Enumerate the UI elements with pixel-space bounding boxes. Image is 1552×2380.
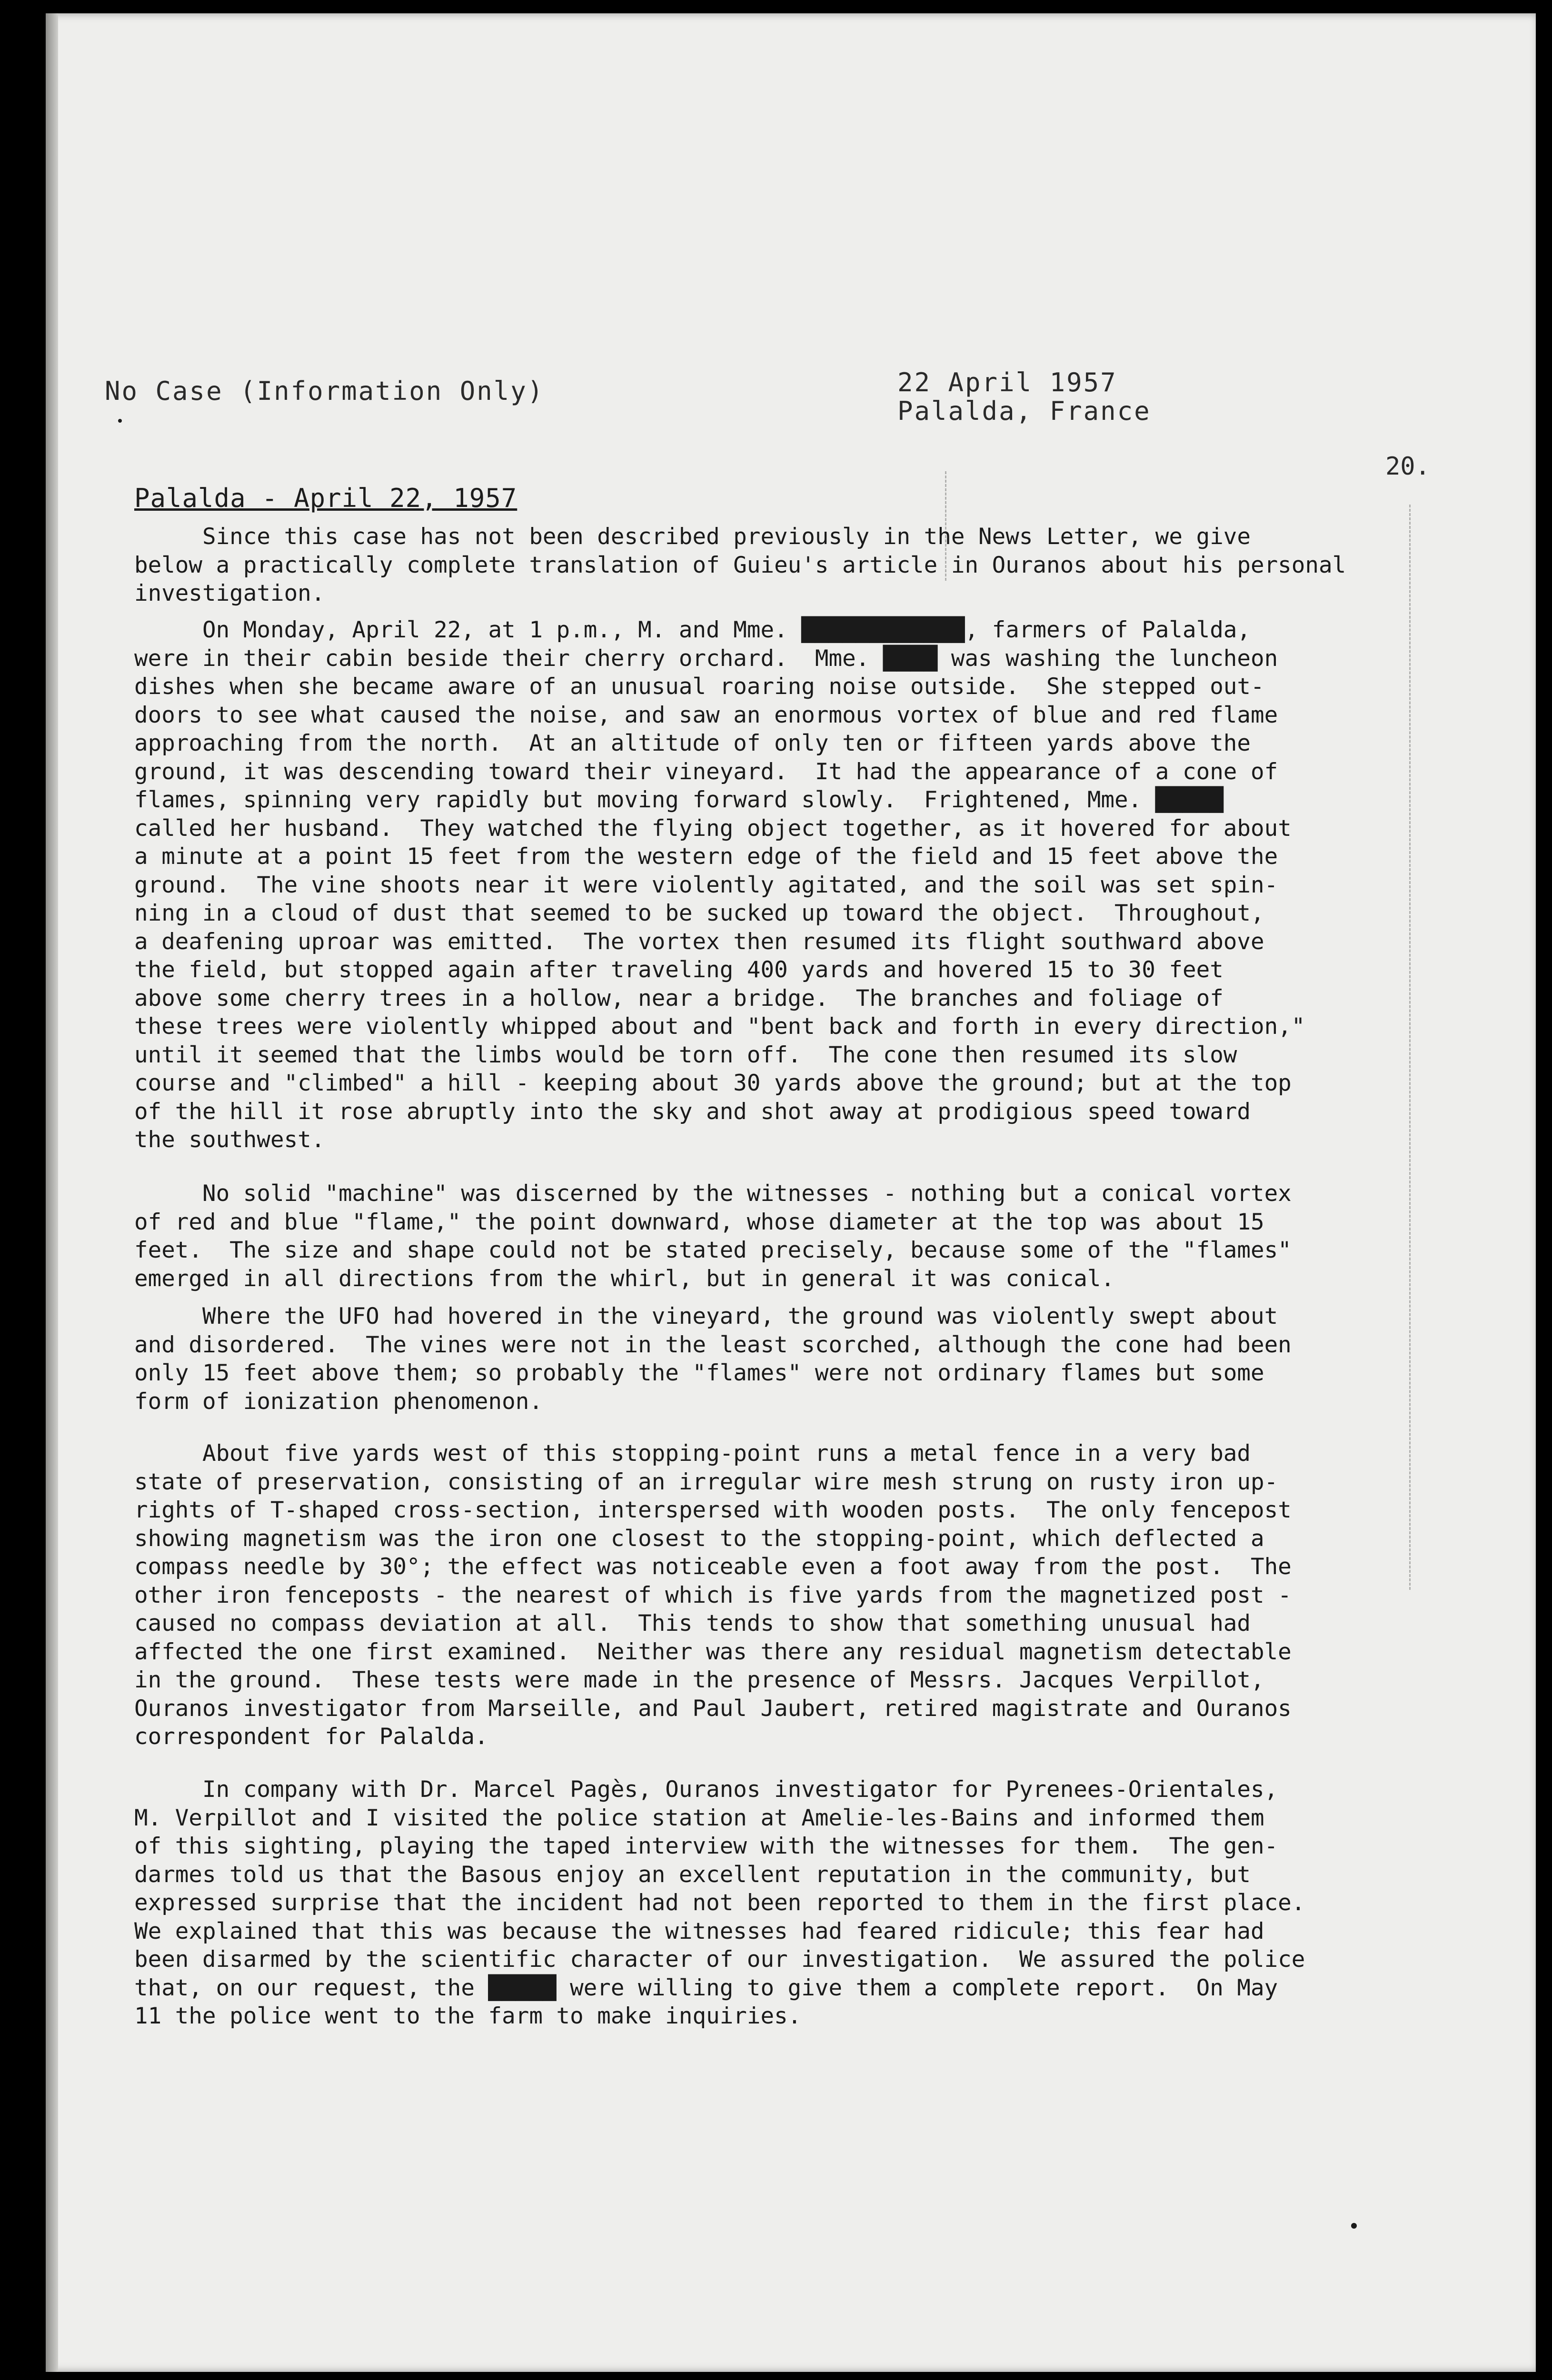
page-number: 20.	[1385, 452, 1430, 481]
paragraph-magnetism: About five yards west of this stopping-point runs a metal fence in a very bad state of preservation, consisting of an irregular wire mesh strung on rusty iron up- rights of T-shaped cross-section, interspersed with wooden posts. The only fencepost showing magnetism was the iron one closest to the stopping-point, which deflected a compass needle by 30°; the effect was noticeable even a foot away from the post. The other iron fenceposts - the nearest of which is five yards from the magnetized post - caused no compass deviation at all. This tends to show that something unusual had affected the one first examined. Neither was there any residual magnetism detectable in the ground. These tests were made in the presence of Messrs. Jacques Verpillot, Ouranos investigator from Marseille, and Paul Jaubert, retired magistrate and Ouranos correspondent for Palalda.	[134, 1440, 1292, 1750]
margin-line	[945, 471, 946, 581]
margin-line	[1409, 505, 1411, 1590]
paragraph-sighting: On Monday, April 22, at 1 p.m., M. and Mme. ████████████, farmers of Palalda, were in their cabin beside their cherry orchard. Mme. ████ was washing the luncheon dishes when she became aware of an unusual roaring noise outside. She stepped out- doors to see what caused the noise, and saw an enormous vortex of blue and red flame approaching from the north. At an altitude of only ten or fifteen yards above the ground, it was descending toward their vineyard. It had the appearance of a cone of flames, spinning very rapidly but moving forward slowly. Frightened, Mme. █████ called her husband. They watched the flying object together, as it hovered for about a minute at a point 15 feet from the western edge of the field and 15 feet above the ground. The vine shoots near it were violently agitated, and the soil was set spin- ning in a cloud of dust that seemed to be sucked up toward the object. Throughout, a deafening uproar was emitted. The vortex then resumed its flight southward above the field, but stopped again after traveling 400 yards and hovered 15 to 30 feet above some cherry trees in a hollow, near a bridge. The branches and foliage of these trees were violently whipped about and "bent back and forth in every direction," until it seemed that the limbs would be torn off. The cone then resumed its slow course and "climbed" a hill - keeping about 30 yards above the ground; but at the top of the hill it rose abruptly into the sky and shot away at prodigious speed toward the southwest.	[134, 617, 1305, 1153]
document-date: 22 April 1957	[897, 367, 1117, 397]
paragraph-police-report: In company with Dr. Marcel Pagès, Ouranos investigator for Pyrenees-Orientales, M. Verpillot and I visited the police station at Amelie-les-Bains and informed them of this sighting, playing the taped interview with the witnesses for them. The gen- darmes told us that the Basous enjoy an excellent reputation in the community, but expressed surprise that the incident had not been reported to them in the first place. We explained that this was because the witnesses had feared ridicule; this fear had been disarmed by the scientific character of our investigation. We assured the police that, on our request, the █████ were willing to give them a complete report. On May 11 the police went to the farm to make inquiries.	[134, 1776, 1305, 2029]
case-label: No Case (Information Only)	[105, 376, 545, 406]
paragraph-description: No solid "machine" was discerned by the witnesses - nothing but a conical vortex of red and blue "flame," the point downward, whose diameter at the top was about 15 feet. The size and shape could not be stated precisely, because some of the "flames" emerged in all directions from the whirl, but in general it was conical.	[134, 1180, 1292, 1292]
stray-mark	[1351, 2223, 1357, 2229]
paragraph-ground-effects: Where the UFO had hovered in the vineyard, the ground was violently swept about and disordered. The vines were not in the least scorched, although the cone had been only 15 feet above them; so probably the "flames" were not ordinary flames but some form of ionization phenomenon.	[134, 1303, 1292, 1415]
paragraph-intro: Since this case has not been described previously in the News Letter, we give below a practically complete translation of Guieu's article in Ouranos about his personal investigation.	[134, 524, 1346, 606]
stray-mark	[118, 419, 122, 423]
document-place: Palalda, France	[897, 396, 1151, 426]
page-title: Palalda - April 22, 1957	[134, 483, 517, 513]
